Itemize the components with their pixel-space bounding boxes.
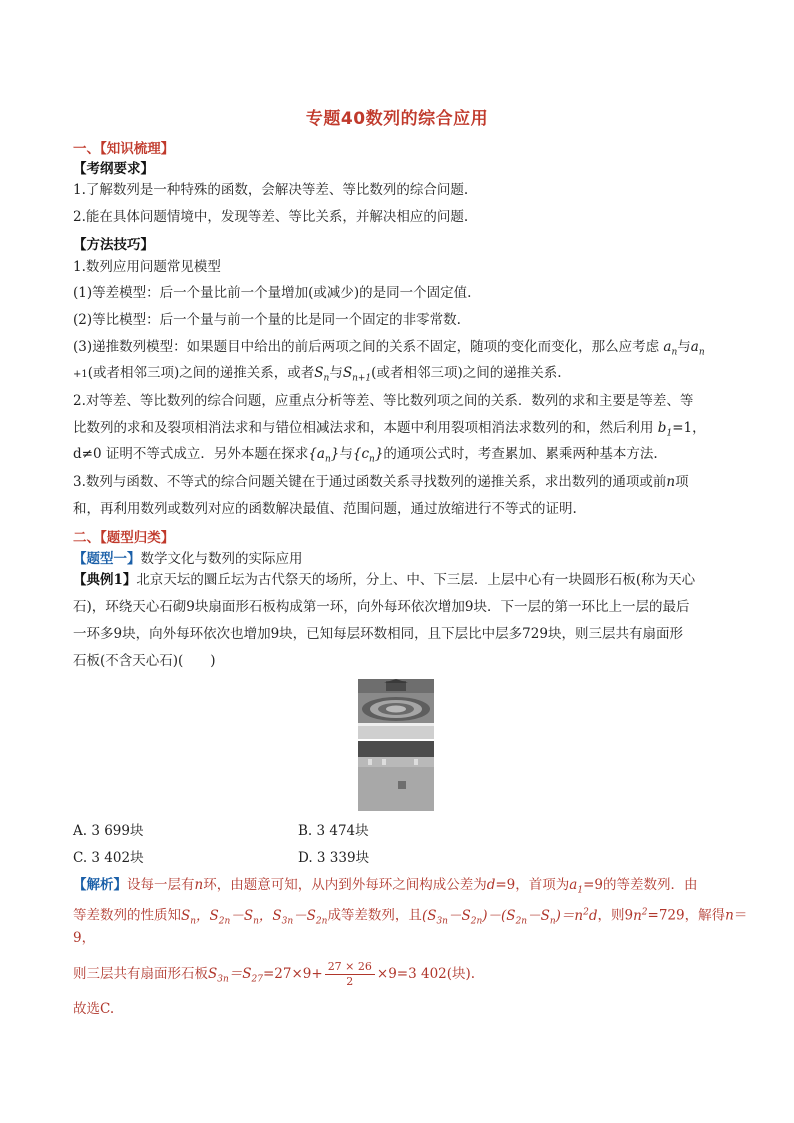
fraction-denominator: 2 — [346, 975, 354, 988]
math-difference: $(S_{3n}-S_{2n})-(S_{2n}-S_n)=n^2d$ — [421, 907, 598, 927]
analysis-text-2b: 成等差数列，且 — [327, 907, 422, 924]
example-1-line-3: 一环多9块，向外每环依次也增加9块，已知每层环数相同，且下层比中层多729块，则三层共有扇面形 — [73, 626, 683, 642]
method-line-4 — [73, 338, 728, 362]
math-an-next: $a_n$ — [690, 339, 705, 358]
analysis-text-2d: =729，解得 — [647, 907, 726, 924]
temple-of-heaven-photo-top — [358, 679, 434, 739]
subscript-plus-one: +1 — [73, 369, 88, 380]
math-d: d — [486, 877, 496, 893]
method-line-2: (1)等差模型：后一个量比前一个量增加(或减少)的是同一个固定值. — [73, 285, 472, 301]
conj-and-2: 与 — [329, 365, 343, 381]
example-1-tag: 【典例1】 — [73, 572, 137, 588]
method-line-8-tail: 的通项公式时，考查累加、累乘两种基本方法. — [383, 446, 658, 462]
method-line-9 — [73, 473, 728, 491]
method-line-7 — [73, 419, 728, 443]
requirement-2: 2.能在具体问题情境中，发现等差、等比关系，并解决相应的问题. — [73, 209, 469, 225]
method-line-5-text: (或者相邻三项)之间的递推关系，或者 — [87, 365, 315, 381]
temple-of-heaven-photo-bottom — [358, 741, 434, 811]
method-line-9-tail: 项 — [675, 474, 689, 490]
page-title: 专题40数列的综合应用 — [305, 109, 489, 129]
analysis-text-2c: ，则9 — [597, 907, 634, 924]
math-sn: $S_n$ — [314, 365, 330, 384]
method-line-4-text: (3)递推数列模型：如果题目中给出的前后两项之间的关系不固定，随项的变化而变化，那么应考虑 — [73, 339, 660, 355]
math-n-2: n — [194, 877, 204, 893]
option-b[interactable]: B. 3 474块 — [298, 823, 369, 839]
analysis-text-4c: ×9=3 402(块). — [376, 966, 476, 982]
method-line-10: 和，再利用数列或数列对应的函数解决最值、范围问题，通过放缩进行不等式的证明. — [73, 501, 577, 517]
math-n: n — [666, 474, 676, 490]
math-b1: $b_1$ — [657, 420, 673, 439]
analysis-tag: 【解析】 — [73, 877, 127, 893]
section-heading-types: 二、【题型归类】 — [73, 530, 175, 546]
analysis-text-2a: 等差数列的性质知 — [73, 907, 181, 924]
method-line-8 — [73, 445, 728, 469]
method-line-3: (2)等比模型：后一个量与前一个量的比是同一个固定的非零常数. — [73, 312, 461, 328]
math-an: $a_n$ — [663, 339, 678, 358]
conj-and-3: 与 — [339, 446, 353, 462]
subheading-methods: 【方法技巧】 — [73, 237, 154, 253]
method-line-7-text: 比数列的求和及裂项相消法求和与错位相减法求和，本题中利用裂项相消法求数列的和，然后利用 — [73, 420, 654, 436]
fraction — [325, 960, 375, 989]
method-line-1: 1.数列应用问题常见模型 — [73, 259, 221, 275]
method-line-5-tail: (或者相邻三项)之间的递推关系. — [371, 365, 562, 381]
method-line-6: 2.对等差、等比数列的综合问题，应重点分析等差、等比数列项之间的关系．数列的求和主要是等差、等 — [73, 393, 694, 409]
math-n-sq: $n^2$ — [633, 907, 648, 924]
analysis-text-4a: 则三层共有扇面形石板 — [73, 966, 208, 982]
type-1-tag: 【题型一】 — [73, 551, 141, 567]
method-line-5 — [73, 364, 728, 388]
analysis-text-1b: 环，由题意可知，从内到外每环之间构成公差为 — [203, 877, 487, 893]
analysis-line-4 — [73, 960, 728, 989]
option-a[interactable]: A. 3 699块 — [73, 823, 144, 839]
subheading-requirements: 【考纲要求】 — [73, 161, 154, 177]
example-1-line-2: 石)，环绕天心石砌9块扇面形石板构成第一环，向外每环依次增加9块．下一层的第一环比上一层的最后 — [73, 599, 690, 615]
example-1-text-1: 北京天坛的圜丘坛为古代祭天的场所，分上、中、下三层．上层中心有一块圆形石板(称为天心 — [136, 572, 696, 588]
option-d[interactable]: D. 3 339块 — [298, 850, 370, 866]
method-line-9-text: 3.数列与函数、不等式的综合问题关键在于通过函数关系寻找数列的递推关系，求出数列的通项或前 — [73, 474, 667, 490]
section-heading-knowledge: 一、【知识梳理】 — [73, 141, 175, 157]
math-s3n: $S_{3n}=S_{27}$ — [208, 966, 263, 985]
analysis-conclusion: 故选C. — [73, 1001, 115, 1017]
type-1-name: 数学文化与数列的实际应用 — [140, 551, 303, 567]
analysis-text-1d: =9的等差数列．由 — [583, 877, 698, 893]
conj-and: 与 — [677, 339, 691, 355]
math-n-3: n — [725, 907, 734, 924]
analysis-text-1a: 设每一层有 — [127, 877, 195, 893]
method-line-8-text: d≠0 证明不等式成立．另外本题在探求 — [73, 446, 309, 462]
math-sums: $S_n$，$S_{2n}-S_n$，$S_{3n}-S_{2n}$ — [181, 907, 328, 927]
analysis-text-1c: =9，首项为 — [495, 877, 570, 893]
analysis-line-1 — [73, 876, 728, 900]
math-set-an: $\{a_n\}$ — [308, 446, 340, 465]
option-c[interactable]: C. 3 402块 — [73, 850, 144, 866]
example-1-line-1 — [73, 571, 728, 589]
type-1-heading — [73, 550, 728, 568]
math-a1: $a_1$ — [569, 877, 584, 896]
math-b1-eq: =1， — [672, 420, 706, 436]
math-sn1: $S_{n+1}$ — [342, 365, 372, 384]
requirement-1: 1.了解数列是一种特殊的函数，会解决等差、等比数列的综合问题. — [73, 182, 469, 198]
analysis-line-2: 等差数列的性质知$S_n$，$S_{2n}-S_n$，$S_{3n}-S_{2n}$成等差数列，且$(S_{3n}-S_{2n})-(S_{2n}-S_n)=n^2d$，则$9n^2=729$，解得n＝ — [73, 907, 748, 927]
fraction-numerator: 27 × 26 — [325, 960, 375, 975]
math-set-cn: $\{c_n\}$ — [352, 446, 384, 465]
example-1-line-4: 石板(不含天心石)( ) — [73, 653, 216, 669]
analysis-line-3: 9， — [73, 930, 96, 946]
analysis-text-4b: =27×9+ — [262, 966, 323, 982]
